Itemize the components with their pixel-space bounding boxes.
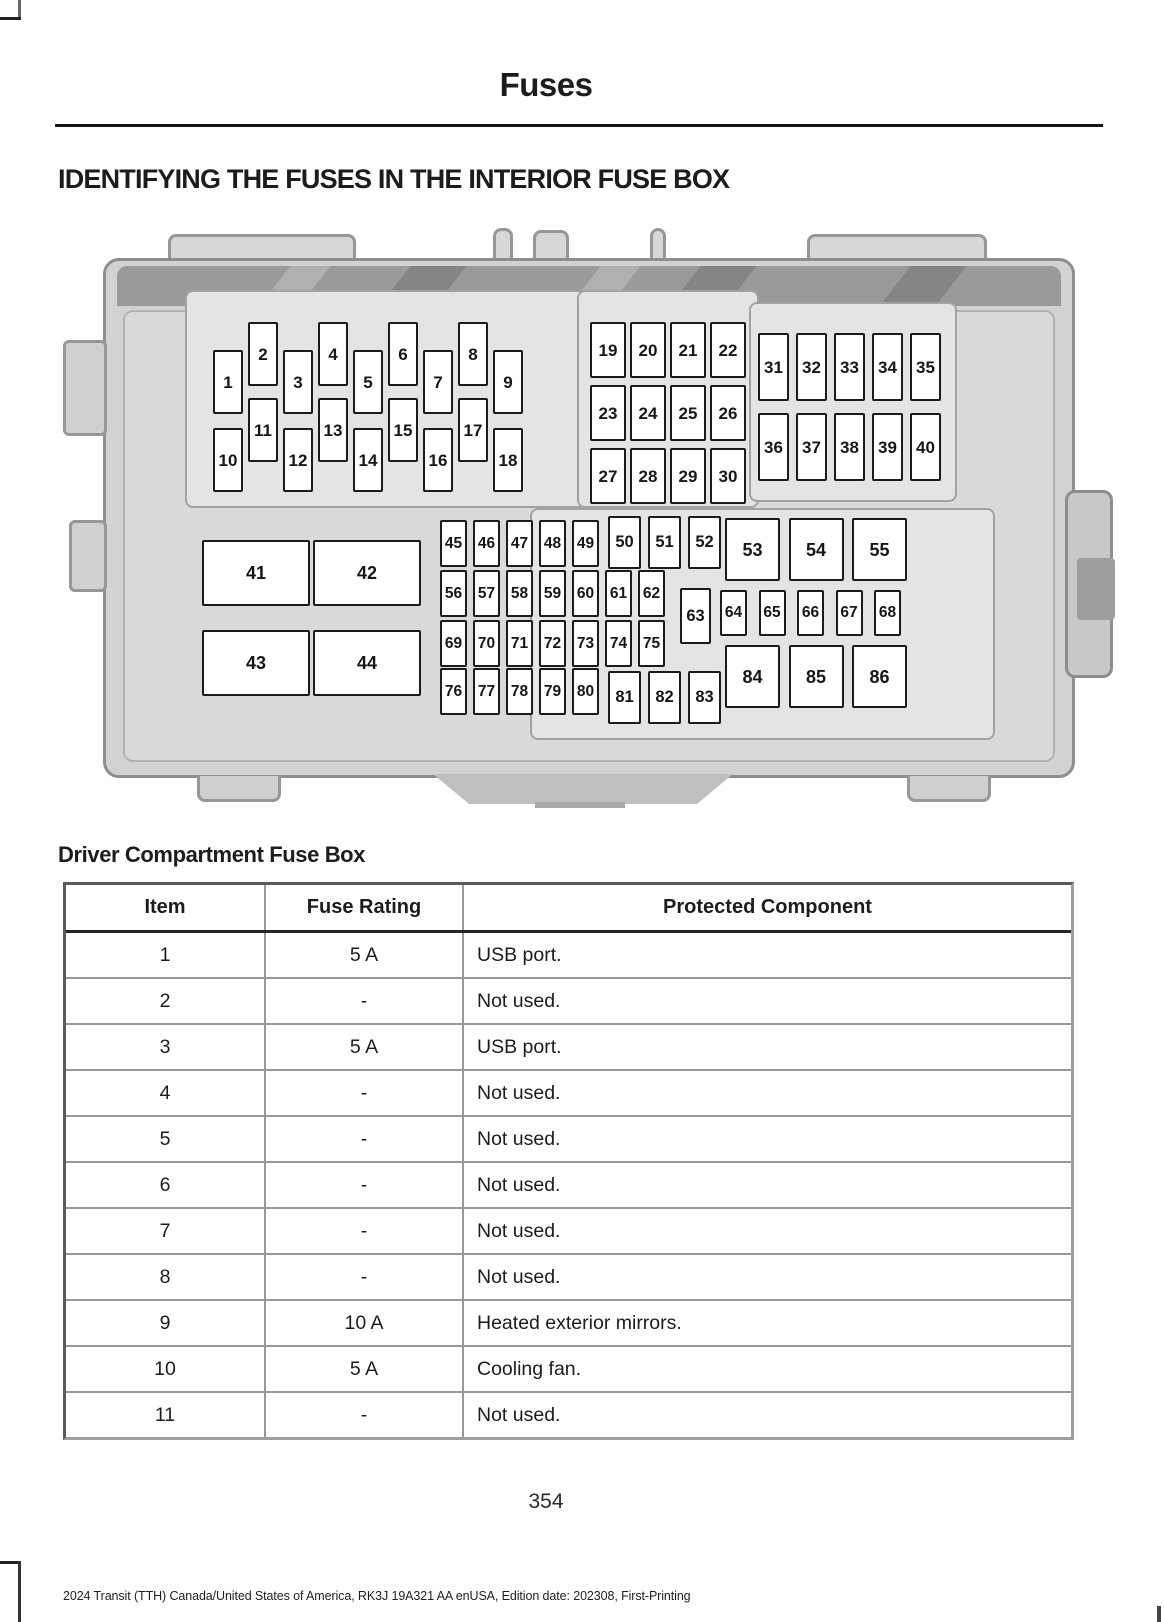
fuse-68: 68 [874, 590, 901, 636]
fuse-35: 35 [910, 333, 941, 401]
fuse-51: 51 [648, 516, 681, 569]
cell-item: 7 [66, 1209, 266, 1253]
fuse-48: 48 [539, 520, 566, 567]
crop-mark-top-left-horizontal [0, 17, 21, 20]
fuse-49: 49 [572, 520, 599, 567]
fuse-52: 52 [688, 516, 721, 569]
cell-item: 8 [66, 1255, 266, 1299]
fuse-58: 58 [506, 570, 533, 617]
cell-rating: 10 A [266, 1301, 464, 1345]
fuse-55: 55 [852, 518, 907, 581]
table-row-10 [66, 1347, 1071, 1393]
fuse-80: 80 [572, 668, 599, 715]
fuse-8: 8 [458, 322, 488, 386]
fuse-64: 64 [720, 590, 747, 636]
table-row-4 [66, 1071, 1071, 1117]
table-row-3 [66, 1025, 1071, 1071]
crop-mark-bottom-left-horizontal [0, 1561, 20, 1564]
fuse-57: 57 [473, 570, 500, 617]
fuse-5: 5 [353, 350, 383, 414]
table-row-8 [66, 1255, 1071, 1301]
fuse-76: 76 [440, 668, 467, 715]
fuse-table-header-row [66, 885, 1071, 933]
cell-component: USB port. [477, 943, 562, 966]
fuse-42: 42 [313, 540, 421, 606]
fuse-66: 66 [797, 590, 824, 636]
fuse-45: 45 [440, 520, 467, 567]
fuse-12: 12 [283, 428, 313, 492]
fuse-34: 34 [872, 333, 903, 401]
fuse-box-diagram [65, 228, 1115, 808]
cell-item: 1 [66, 933, 266, 977]
fuse-78: 78 [506, 668, 533, 715]
fuse-15: 15 [388, 398, 418, 462]
fuse-85: 85 [789, 645, 844, 708]
fuse-31: 31 [758, 333, 789, 401]
table-row-2 [66, 979, 1071, 1025]
fuse-26: 26 [710, 385, 746, 441]
table-row-7 [66, 1209, 1071, 1255]
fuse-16: 16 [423, 428, 453, 492]
cell-item: 9 [66, 1301, 266, 1345]
fuse-38: 38 [834, 413, 865, 481]
fuse-4: 4 [318, 322, 348, 386]
cell-component: Not used. [477, 1081, 561, 1104]
fuse-layer [65, 228, 1115, 808]
fuse-47: 47 [506, 520, 533, 567]
footer-text: 2024 Transit (TTH) Canada/United States of America, RK3J 19A321 AA enUSA, Edition date: 202308, First-Printing [63, 1589, 691, 1603]
fuse-59: 59 [539, 570, 566, 617]
fuse-6: 6 [388, 322, 418, 386]
fuse-56: 56 [440, 570, 467, 617]
page-number: 354 [528, 1490, 564, 1513]
cell-item: 6 [66, 1163, 266, 1207]
fuse-79: 79 [539, 668, 566, 715]
fuse-29: 29 [670, 448, 706, 504]
cell-item: 5 [66, 1117, 266, 1161]
table-row-1 [66, 933, 1071, 979]
fuse-40: 40 [910, 413, 941, 481]
fuse-27: 27 [590, 448, 626, 504]
cell-rating: - [266, 1117, 464, 1161]
fuse-73: 73 [572, 620, 599, 667]
fuse-18: 18 [493, 428, 523, 492]
fuse-54: 54 [789, 518, 844, 581]
fuse-77: 77 [473, 668, 500, 715]
fuse-60: 60 [572, 570, 599, 617]
fuse-71: 71 [506, 620, 533, 667]
title-rule [55, 124, 1103, 127]
fuse-67: 67 [836, 590, 863, 636]
fuse-table [63, 882, 1074, 1440]
table-row-9 [66, 1301, 1071, 1347]
cell-component: Not used. [477, 1403, 561, 1426]
fuse-82: 82 [648, 671, 681, 724]
fuse-72: 72 [539, 620, 566, 667]
fuse-41: 41 [202, 540, 310, 606]
fuse-69: 69 [440, 620, 467, 667]
cell-item: 3 [66, 1025, 266, 1069]
fuse-22: 22 [710, 322, 746, 378]
fuse-30: 30 [710, 448, 746, 504]
fuse-9: 9 [493, 350, 523, 414]
fuse-84: 84 [725, 645, 780, 708]
table-heading: Driver Compartment Fuse Box [58, 842, 366, 867]
fuse-65: 65 [759, 590, 786, 636]
cell-rating: - [266, 1393, 464, 1437]
fuse-13: 13 [318, 398, 348, 462]
cell-item: 10 [66, 1347, 266, 1391]
fuse-3: 3 [283, 350, 313, 414]
fuse-43: 43 [202, 630, 310, 696]
fuse-86: 86 [852, 645, 907, 708]
crop-mark-bottom-left-vertical [18, 1561, 21, 1622]
fuse-50: 50 [608, 516, 641, 569]
fuse-46: 46 [473, 520, 500, 567]
cell-rating: - [266, 1163, 464, 1207]
fuse-20: 20 [630, 322, 666, 378]
header-cell-component: Protected Component [663, 896, 872, 918]
fuse-28: 28 [630, 448, 666, 504]
fuse-25: 25 [670, 385, 706, 441]
cell-component: Not used. [477, 1127, 561, 1150]
cell-item: 11 [66, 1393, 266, 1437]
fuse-7: 7 [423, 350, 453, 414]
fuse-17: 17 [458, 398, 488, 462]
fuse-36: 36 [758, 413, 789, 481]
fuse-24: 24 [630, 385, 666, 441]
fuse-32: 32 [796, 333, 827, 401]
fuse-83: 83 [688, 671, 721, 724]
fuse-81: 81 [608, 671, 641, 724]
fuse-53: 53 [725, 518, 780, 581]
cell-component: Not used. [477, 1173, 561, 1196]
fuse-11: 11 [248, 398, 278, 462]
fuse-1: 1 [213, 350, 243, 414]
fuse-21: 21 [670, 322, 706, 378]
cell-item: 2 [66, 979, 266, 1023]
fuse-61: 61 [605, 570, 632, 617]
fuse-44: 44 [313, 630, 421, 696]
fuse-14: 14 [353, 428, 383, 492]
table-row-11 [66, 1393, 1071, 1437]
cell-rating: 5 A [266, 1347, 464, 1391]
fuse-75: 75 [638, 620, 665, 667]
cell-component: Not used. [477, 989, 561, 1012]
cell-component: USB port. [477, 1035, 562, 1058]
cell-rating: 5 A [266, 1025, 464, 1069]
page-title: Fuses [499, 66, 593, 103]
fuse-23: 23 [590, 385, 626, 441]
cell-component: Not used. [477, 1265, 561, 1288]
fuse-37: 37 [796, 413, 827, 481]
section-heading: IDENTIFYING THE FUSES IN THE INTERIOR FUSE BOX [58, 164, 730, 194]
fuse-74: 74 [605, 620, 632, 667]
header-cell-rating: Fuse Rating [266, 885, 464, 930]
fuse-62: 62 [638, 570, 665, 617]
cell-component: Cooling fan. [477, 1357, 582, 1380]
cell-rating: - [266, 979, 464, 1023]
fuse-2: 2 [248, 322, 278, 386]
fuse-33: 33 [834, 333, 865, 401]
cell-component: Heated exterior mirrors. [477, 1311, 682, 1334]
fuse-39: 39 [872, 413, 903, 481]
cell-rating: - [266, 1209, 464, 1253]
cell-rating: - [266, 1071, 464, 1115]
cell-component: Not used. [477, 1219, 561, 1242]
table-row-6 [66, 1163, 1071, 1209]
fuse-10: 10 [213, 428, 243, 492]
fuse-70: 70 [473, 620, 500, 667]
table-row-5 [66, 1117, 1071, 1163]
crop-mark-bottom-right-vertical [1157, 1606, 1161, 1622]
header-cell-item: Item [66, 885, 266, 930]
cell-rating: - [266, 1255, 464, 1299]
fuse-19: 19 [590, 322, 626, 378]
cell-rating: 5 A [266, 933, 464, 977]
fuse-63: 63 [680, 588, 711, 644]
cell-item: 4 [66, 1071, 266, 1115]
